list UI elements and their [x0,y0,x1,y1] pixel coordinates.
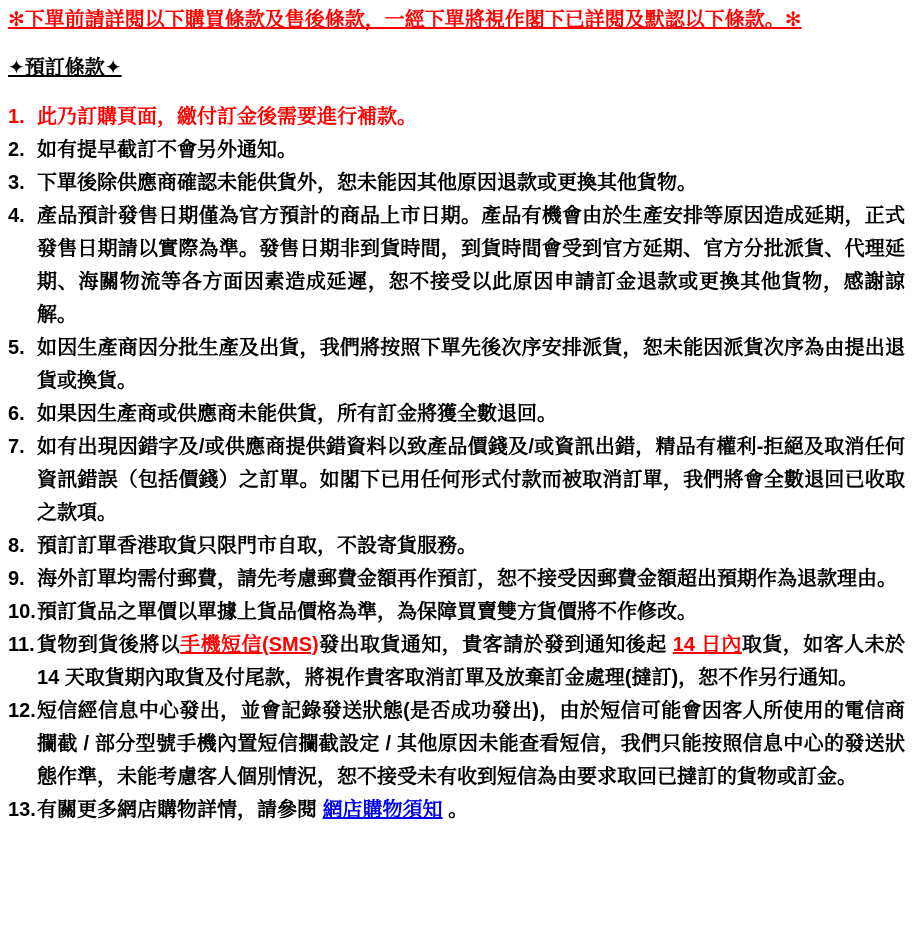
term-text [37,695,905,794]
term-item [8,167,905,200]
term-segment: 發出取貨通知，貴客請於發到通知後起 [318,634,673,656]
term-number: 6. [8,403,25,425]
term-item [8,200,905,332]
term-segment: 產品預計發售日期僅為官方預計的商品上市日期。產品有機會由於生產安排等原因造成延期，正式發售日期請以實際為準。發售日期非到貨時間，到貨時間會受到官方延期、官方分批派貨、代理延期、海關物流等各方面因素造成延遲，恕不接受以此原因申請訂金退款或更換其他貨物，感謝諒解。 [37,205,905,326]
term-text [37,530,905,563]
term-text [37,794,905,827]
term-text [37,167,905,200]
term-item [8,134,905,167]
term-number: 9. [8,568,25,590]
term-number: 11. [8,634,35,656]
term-item [8,431,905,530]
term-segment: 有關更多網店購物詳情，請參閱 [37,799,323,821]
term-number: 1. [8,106,25,128]
term-segment: 。 [442,799,469,821]
shop-terms-link[interactable]: 網店購物須知 [322,799,443,821]
term-text [37,431,905,530]
term-segment: 14 日內 [672,634,742,656]
term-text [37,398,905,431]
term-item [8,629,905,695]
term-segment: 如有出現因錯字及/或供應商提供錯資料以致產品價錢及/或資訊出錯，精品有權利-拒絕及取消任何資訊錯誤（包括價錢）之訂單。如閣下已用任何形式付款而被取消訂單，我們將會全數退回已收取之款項。 [37,436,905,524]
term-number: 8. [8,535,25,557]
term-text [37,332,905,398]
term-item [8,794,905,827]
term-number: 7. [8,436,25,458]
term-number: 10. [8,601,36,623]
term-item [8,596,905,629]
term-segment: 預訂訂單香港取貨只限門市自取，不設寄貨服務。 [37,535,477,557]
term-text [37,596,905,629]
term-segment: 手機短信(SMS) [180,634,319,656]
term-number: 2. [8,139,25,161]
term-segment: 如果因生產商或供應商未能供貨，所有訂金將獲全數退回。 [37,403,557,425]
term-text [37,629,905,695]
term-number: 3. [8,172,25,194]
term-segment: 下單後除供應商確認未能供貨外，恕未能因其他原因退款或更換其他貨物。 [37,172,697,194]
term-item [8,332,905,398]
term-segment: 預訂貨品之單價以單據上貨品價格為準，為保障買賣雙方貨價將不作修改。 [37,601,697,623]
term-item [8,695,905,794]
term-segment: 如有提早截訂不會另外通知。 [37,139,297,161]
term-number: 4. [8,205,25,227]
terms-list [8,101,905,827]
term-segment: 貨物到貨後將以 [37,634,181,656]
term-item [8,530,905,563]
term-text [37,101,905,134]
term-item [8,563,905,596]
term-text [37,200,905,332]
term-segment: 此乃訂購頁面，繳付訂金後需要進行補款。 [37,106,417,128]
term-text [37,563,905,596]
term-number: 12. [8,700,36,722]
term-number: 13. [8,799,36,821]
term-item [8,398,905,431]
term-text [37,134,905,167]
term-segment: 如因生產商因分批生產及出貨，我們將按照下單先後次序安排派貨，恕未能因派貨次序為由提出退貨或換貨。 [37,337,905,392]
term-number: 5. [8,337,25,359]
term-item [8,101,905,134]
term-segment: 海外訂單均需付郵費，請先考慮郵費金額再作預訂，恕不接受因郵費金額超出預期作為退款理由。 [37,568,897,590]
term-segment: 取貨，如客人未於 14 天取貨期內取貨及付尾款，將視作貴客取消訂單及放棄訂金處理(撻訂)，恕不作另行通知。 [37,634,906,689]
term-segment: 短信經信息中心發出，並會記錄發送狀態(是否成功發出)，由於短信可能會因客人所使用的電信商攔截 / 部分型號手機內置短信攔截設定 / 其他原因未能查看短信，我們只能按照信息中心的發送狀態作準，未能考慮客人個別情況，恕不接受未有收到短信為由要求取回已撻訂的貨物或訂金。 [37,700,905,788]
preorder-terms-heading: ✦預訂條款✦ [8,57,122,79]
purchase-terms-warning: ✻下單前請詳閱以下購買條款及售後條款，一經下單將視作閣下已詳閱及默認以下條款。✻ [8,9,802,31]
